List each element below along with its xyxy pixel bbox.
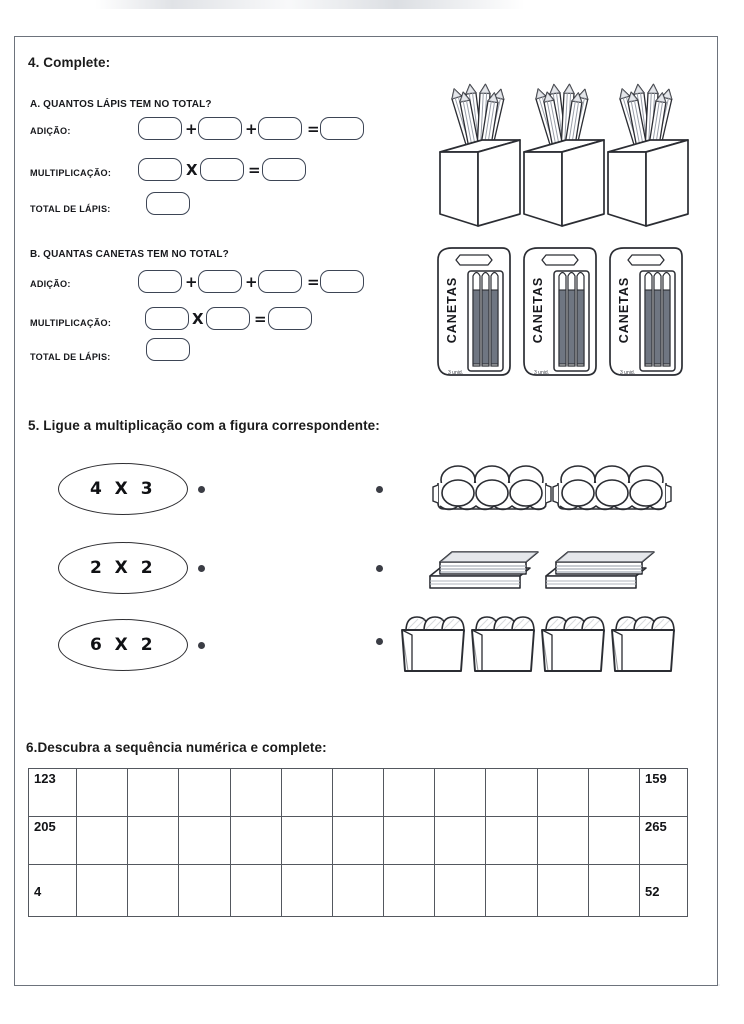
pen-package-label-2: CANETAS: [531, 276, 545, 344]
q4b-equals-2: =: [254, 310, 267, 328]
q4b-multiplication-input-1[interactable]: [145, 307, 189, 330]
seq-cell-r2c5[interactable]: [230, 817, 281, 865]
svg-text:3 unid.: 3 unid.: [534, 370, 550, 376]
seq-cell-r2c11[interactable]: [537, 817, 588, 865]
table-row: [29, 865, 688, 917]
q4a-addition-input-3[interactable]: [258, 117, 302, 140]
q5-option-label-2: 2 X 2: [89, 558, 157, 578]
q5-right-connector-dot-1[interactable]: [376, 486, 383, 493]
seq-cell-r2c8[interactable]: [384, 817, 435, 865]
q4b-total-label: TOTAL DE LÁPIS:: [30, 352, 111, 363]
seq-cell-r3c12[interactable]: [588, 865, 639, 917]
question-4-title: 4. Complete:: [28, 55, 111, 70]
seq-cell-r1c8[interactable]: [384, 769, 435, 817]
question-6-title: 6.Descubra a sequência numérica e complete:: [26, 740, 327, 755]
seq-cell-r2c3[interactable]: [128, 817, 179, 865]
seq-cell-r3c3[interactable]: [128, 865, 179, 917]
q5-option-oval-2[interactable]: [58, 542, 188, 594]
sequence-table: [28, 768, 688, 917]
seq-cell-r3c2[interactable]: [77, 865, 128, 917]
q4b-plus-2: +: [245, 273, 258, 291]
seq-cell-r1c7[interactable]: [332, 769, 383, 817]
q4a-times-1: X: [186, 161, 198, 179]
seq-cell-r3c5[interactable]: [230, 865, 281, 917]
q4b-total-input[interactable]: [146, 338, 190, 361]
pen-package-label-3: CANETAS: [617, 276, 631, 344]
q4a-addition-input-1[interactable]: [138, 117, 182, 140]
table-row: [29, 817, 688, 865]
seq-cell-r2c10[interactable]: [486, 817, 537, 865]
seq-cell-r3c13[interactable]: 52: [640, 865, 688, 917]
seq-cell-r1c12[interactable]: [588, 769, 639, 817]
q4b-addition-input-1[interactable]: [138, 270, 182, 293]
q4b-multiplication-input-2[interactable]: [206, 307, 250, 330]
seq-cell-r1c2[interactable]: [77, 769, 128, 817]
pen-packages-illustration: [434, 246, 692, 381]
seq-cell-r1c13[interactable]: 159: [640, 769, 688, 817]
scan-smudge: [95, 0, 525, 9]
pencil-cups-illustration: [434, 84, 690, 229]
q4a-multiplication-label: MULTIPLICAÇÃO:: [30, 168, 112, 179]
q4b-times-1: X: [192, 310, 204, 328]
seq-cell-r1c1[interactable]: 123: [29, 769, 77, 817]
q4b-addition-result[interactable]: [320, 270, 364, 293]
seq-cell-r2c2[interactable]: [77, 817, 128, 865]
seq-cell-r3c7[interactable]: [332, 865, 383, 917]
seq-cell-r1c4[interactable]: [179, 769, 230, 817]
seq-cell-r3c4[interactable]: [179, 865, 230, 917]
q4b-equals-1: =: [307, 273, 320, 291]
seq-cell-r2c7[interactable]: [332, 817, 383, 865]
q4a-addition-result[interactable]: [320, 117, 364, 140]
svg-text:3 unid.: 3 unid.: [620, 370, 636, 376]
question-5-title: 5. Ligue a multiplicação com a figura correspondente:: [28, 418, 380, 433]
q4a-equals-1: =: [307, 120, 320, 138]
q4b-plus-1: +: [185, 273, 198, 291]
seq-cell-r3c10[interactable]: [486, 865, 537, 917]
q4a-total-label: TOTAL DE LÁPIS:: [30, 204, 111, 215]
seq-cell-r1c6[interactable]: [281, 769, 332, 817]
q4b-multiplication-label: MULTIPLICAÇÃO:: [30, 318, 112, 329]
seq-cell-r2c1[interactable]: 205: [29, 817, 77, 865]
q4b-addition-label: ADIÇÃO:: [30, 279, 71, 290]
q4a-addition-input-2[interactable]: [198, 117, 242, 140]
seq-cell-r3c1[interactable]: 4: [29, 865, 77, 917]
seq-cell-r1c9[interactable]: [435, 769, 486, 817]
seq-cell-r1c5[interactable]: [230, 769, 281, 817]
shopping-bags-figure: [400, 607, 690, 677]
seq-cell-r2c6[interactable]: [281, 817, 332, 865]
seq-cell-r2c4[interactable]: [179, 817, 230, 865]
q5-option-label-1: 4 X 3: [89, 479, 157, 499]
table-row: [29, 769, 688, 817]
q5-left-connector-dot-1[interactable]: [198, 486, 205, 493]
seq-cell-r1c11[interactable]: [537, 769, 588, 817]
q4a-multiplication-result[interactable]: [262, 158, 306, 181]
seq-cell-r1c3[interactable]: [128, 769, 179, 817]
q4a-equals-2: =: [248, 161, 261, 179]
seq-cell-r1c10[interactable]: [486, 769, 537, 817]
svg-text:3 unid.: 3 unid.: [448, 370, 464, 376]
question-4a-heading: A. QUANTOS LÁPIS TEM NO TOTAL?: [30, 98, 212, 110]
seq-cell-r3c11[interactable]: [537, 865, 588, 917]
book-stacks-figure: [426, 538, 682, 598]
q5-right-connector-dot-2[interactable]: [376, 565, 383, 572]
q4a-plus-2: +: [245, 120, 258, 138]
q5-left-connector-dot-3[interactable]: [198, 642, 205, 649]
q5-left-connector-dot-2[interactable]: [198, 565, 205, 572]
seq-cell-r2c13[interactable]: 265: [640, 817, 688, 865]
q4b-addition-input-3[interactable]: [258, 270, 302, 293]
q5-right-connector-dot-3[interactable]: [376, 638, 383, 645]
q4a-addition-label: ADIÇÃO:: [30, 126, 71, 137]
q4a-total-input[interactable]: [146, 192, 190, 215]
q4b-multiplication-result[interactable]: [268, 307, 312, 330]
seq-cell-r3c6[interactable]: [281, 865, 332, 917]
seq-cell-r2c12[interactable]: [588, 817, 639, 865]
q5-option-oval-1[interactable]: [58, 463, 188, 515]
q5-option-label-3: 6 X 2: [89, 635, 157, 655]
q4a-multiplication-input-1[interactable]: [138, 158, 182, 181]
seq-cell-r3c8[interactable]: [384, 865, 435, 917]
q4b-addition-input-2[interactable]: [198, 270, 242, 293]
egg-cartons-figure: [430, 458, 680, 518]
seq-cell-r3c9[interactable]: [435, 865, 486, 917]
q4a-plus-1: +: [185, 120, 198, 138]
q4a-multiplication-input-2[interactable]: [200, 158, 244, 181]
q5-option-oval-3[interactable]: [58, 619, 188, 671]
pen-package-label-1: CANETAS: [445, 276, 459, 344]
question-4b-heading: B. QUANTAS CANETAS TEM NO TOTAL?: [30, 248, 229, 260]
seq-cell-r2c9[interactable]: [435, 817, 486, 865]
